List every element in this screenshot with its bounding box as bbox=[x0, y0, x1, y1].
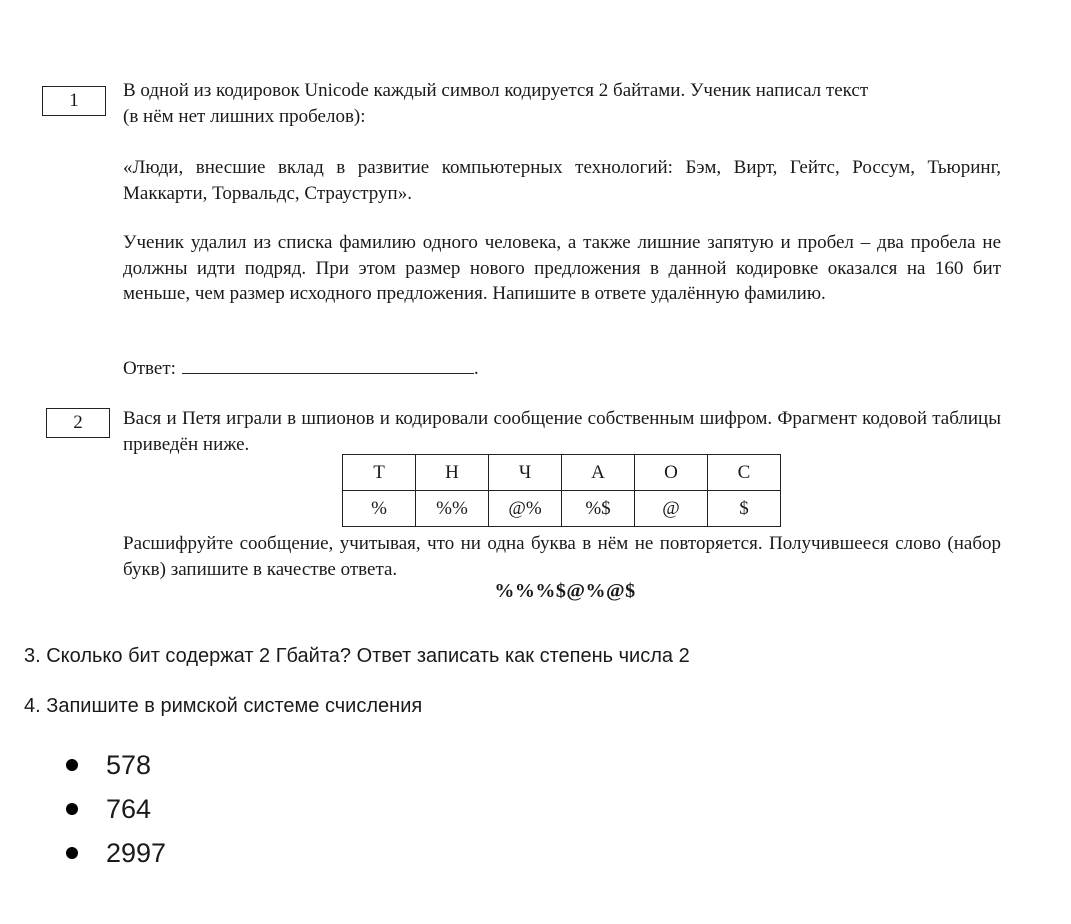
answer-line bbox=[182, 357, 474, 374]
cipher-message: %%%$@%@$ bbox=[494, 580, 636, 602]
bullet-icon bbox=[66, 803, 78, 815]
list-item bbox=[62, 833, 166, 877]
question-4: 4. Запишите в римской системе счисления bbox=[24, 695, 423, 717]
bullet-icon bbox=[66, 759, 78, 771]
code-table-code: %$ bbox=[562, 491, 635, 527]
bullet-icon bbox=[66, 847, 78, 859]
list-item bbox=[62, 789, 166, 833]
code-table-code: % bbox=[343, 491, 416, 527]
code-table-code: %% bbox=[416, 491, 489, 527]
code-table-code: @% bbox=[489, 491, 562, 527]
code-table-letter: О bbox=[635, 455, 708, 491]
code-table-letter: Ч bbox=[489, 455, 562, 491]
answer-end: . bbox=[473, 358, 479, 379]
list-item-value: 2997 bbox=[106, 838, 167, 868]
task1-body-text: Ученик удалил из списка фамилию одного человека, а также лишние запятую и пробел – два пробела не должны идти подряд. При этом размер нового предложения в данной кодировке оказался на 160 бит меньше, чем размер исходного предложения. Напишите в ответе удалённую фамилию. bbox=[123, 232, 1001, 304]
code-table bbox=[342, 454, 781, 527]
task-number-1: 1 bbox=[42, 86, 106, 116]
code-table-code: @ bbox=[635, 491, 708, 527]
number-list bbox=[62, 745, 166, 877]
list-item-value: 764 bbox=[106, 794, 152, 824]
code-table-letter: Т bbox=[343, 455, 416, 491]
answer-label: Ответ: bbox=[123, 358, 176, 379]
code-table-letters-row bbox=[343, 455, 781, 491]
task1-quote-text: «Люди, внесшие вклад в развитие компьютерных технологий: Бэм, Вирт, Гейтс, Россум, Тьюринг, Маккарти, Торвальдс, Страуструп». bbox=[123, 157, 1001, 204]
code-table-codes-row bbox=[343, 491, 781, 527]
task1-intro-line1: В одной из кодировок Unicode каждый символ кодируется 2 байтами. Ученик написал текст bbox=[123, 80, 869, 101]
task2-instruction-text: Расшифруйте сообщение, учитывая, что ни одна буква в нём не повторяется. Получившееся слово (набор букв) запишите в качестве ответа. bbox=[123, 533, 1001, 580]
task2-intro bbox=[123, 406, 1001, 457]
task1-answer bbox=[123, 356, 1001, 382]
question-3: 3. Сколько бит содержат 2 Гбайта? Ответ записать как степень числа 2 bbox=[24, 645, 690, 667]
code-table-letter: Н bbox=[416, 455, 489, 491]
code-table-letter: С bbox=[708, 455, 781, 491]
task2-instruction bbox=[123, 531, 1001, 582]
task1-intro bbox=[123, 78, 1001, 129]
task1-intro-line2: (в нём нет лишних пробелов): bbox=[123, 105, 366, 127]
code-table-code: $ bbox=[708, 491, 781, 527]
list-item bbox=[62, 745, 166, 789]
task2-intro-text: Вася и Петя играли в шпионов и кодировали сообщение собственным шифром. Фрагмент кодовой таблицы приведён ниже. bbox=[123, 408, 1001, 455]
list-item-value: 578 bbox=[106, 750, 152, 780]
task1-body bbox=[123, 230, 1001, 307]
task1-quote bbox=[123, 155, 1001, 206]
code-table-letter: А bbox=[562, 455, 635, 491]
task-number-2: 2 bbox=[46, 408, 110, 438]
